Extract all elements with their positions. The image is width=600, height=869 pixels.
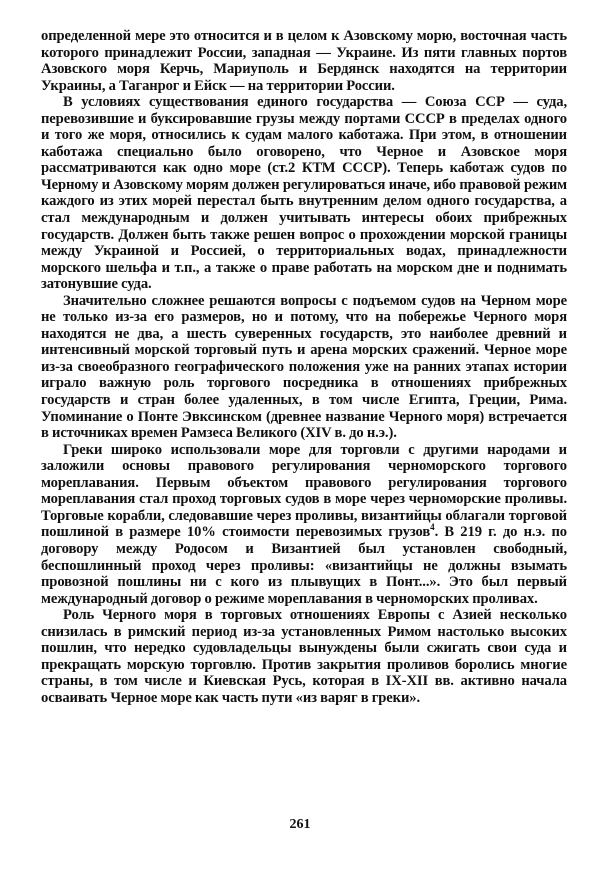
paragraph-2: В условиях существования единого государства — Союза ССР — суда, перевозившие и буксировавшие грузы между портами СССР в пределах одного и того же моря, относились к судам малого каботажа. При этом, в отношении каботажа специально было оговорено, что Черное и Азовское моря рассматриваются как одно море (ст.2 КТМ СССР). Теперь каботаж судов по Черному и Азовскому морям должен регулироваться иначе, ибо правовой режим каждого из этих морей перестал быть внутренним делом одного государства, а стал международным и должен учитывать интересы обоих прибрежных государств. Должен быть также решен вопрос о прохождении морской границы между Украиной и Россией, о территориальных водах, принадлежности морского шельфа и т.п., а также о праве работать на морском дне и поднимать затонувшие суда.	[41, 94, 567, 293]
paragraph-3: Значительно сложнее решаются вопросы с подъемом судов на Черном море не только из-за его размеров, но и потому, что на побережье Черного моря находятся не два, а шесть суверенных государств, это наиболее древний и интенсивный морской торговый путь и арена морских сражений. Черное море из-за своеобразного географического положения уже на ранних этапах истории играло важную роль торгового посредника в отношениях прибрежных государств и стран более удаленных, в том числе Египта, Греции, Рима. Упоминание о Понте Эвксинском (древнее название Черного моря) встречается в источниках времен Рамзеса Великого (XIV в. до н.э.).	[41, 292, 567, 442]
paragraph-1: определенной мере это относится и в целом к Азовскому морю, восточная часть которого принадлежит России, западная — Украине. Из пяти главных портов Азовского моря Керчь, Мариуполь и Бердянск находятся на территории Украины, а Таганрог и Ейск — на территории России.	[41, 28, 567, 94]
paragraph-4	[41, 442, 567, 607]
paragraph-4-text-b: . В 219 г. до н.э. по договору между Родосом и Византией был установлен свободный, беспошлинный проход через проливы: «византийцы не должны взымать провозной пошлины ни с кого из плывущих в Понт...». Это был первый международный договор о режиме мореплавания в черноморских проливах.	[41, 524, 567, 607]
paragraph-5: Роль Черного моря в торговых отношениях Европы с Азией несколько снизилась в римский период из-за установленных Римом настолько высоких пошлин, что нередко судовладельцы вынуждены были сжигать свои суда и прекращать морскую торговлю. Против закрытия проливов боролись многие страны, в том числе и Киевская Русь, которая в IX-XII вв. активно начала осваивать Черное море как часть пути «из варяг в греки».	[41, 607, 567, 706]
footnote-marker: 4	[430, 522, 435, 533]
paragraph-4-text-a: Греки широко использовали море для торговли с другими народами и заложили основы правового регулирования черноморского торгового мореплавания. Первым объектом правового регулирования торгового мореплавания стал проход торговых судов в море через черноморские проливы. Торговые корабли, следовавшие через проливы, византийцы облагали торговой пошлиной в размере 10% стоимости перевозимых грузов	[41, 441, 567, 541]
page-number: 261	[289, 817, 311, 832]
